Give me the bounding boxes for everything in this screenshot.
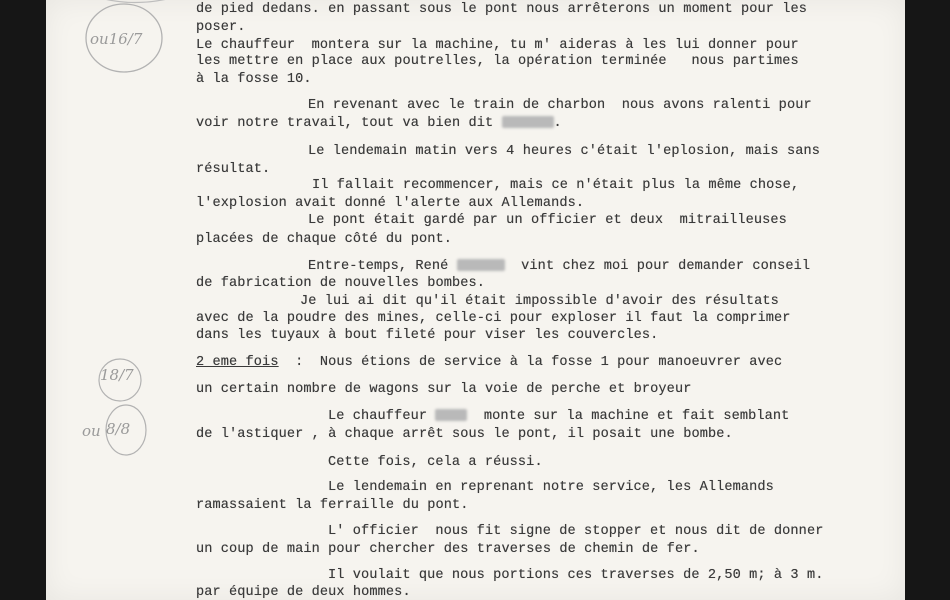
- text-line: les mettre en place aux poutrelles, la opération terminée nous partimes: [196, 54, 799, 69]
- text-line: l'explosion avait donné l'alerte aux Allemands.: [196, 196, 585, 211]
- text-line: de pied dedans. en passant sous le pont nous arrêterons un moment pour les: [196, 2, 808, 17]
- text-line: un certain nombre de wagons sur la voie de perche et broyeur: [196, 382, 692, 397]
- text-segment: monte sur la machine et fait semblant: [483, 409, 790, 424]
- section-heading: 2 eme fois: [196, 355, 279, 370]
- text-line: Il fallait recommencer, mais ce n'était plus la même chose,: [312, 178, 800, 193]
- text-segment: voir notre travail, tout va bien dit: [196, 116, 494, 131]
- text-line: poser.: [196, 20, 246, 35]
- text-line: Le lendemain en reprenant notre service, les Allemands: [328, 480, 774, 495]
- text-line: [328, 409, 789, 425]
- text-line: un coup de main pour chercher des traverses de chemin de fer.: [196, 542, 700, 557]
- text-line: Il voulait que nous portions ces traverses de 2,50 m; à 3 m.: [328, 568, 824, 583]
- text-line: ramassaient la ferraille du pont.: [196, 498, 469, 513]
- margin-note-date-3: 8/8: [106, 420, 131, 438]
- margin-note-date-2: 18/7: [100, 366, 134, 384]
- text-segment: vint chez moi pour demander conseil: [521, 259, 811, 274]
- text-line: [196, 355, 782, 371]
- text-line: dans les tuyaux à bout fileté pour viser les couvercles.: [196, 328, 659, 343]
- redacted-name: [502, 116, 554, 128]
- text-line: Le pont était gardé par un officier et deux mitrailleuses: [308, 213, 787, 228]
- redacted-name: [435, 409, 467, 421]
- text-line: à la fosse 10.: [196, 72, 312, 87]
- text-segment: Entre-temps, René: [308, 259, 449, 274]
- margin-note-prefix: ou: [82, 422, 101, 440]
- text-line: L' officier nous fit signe de stopper et nous dit de donner: [328, 524, 824, 539]
- text-line: Cette fois, cela a réussi.: [328, 455, 543, 470]
- text-line: voir notre travail, tout va bien dit .: [196, 116, 562, 131]
- text-line: résultat.: [196, 162, 271, 177]
- text-line: placées de chaque côté du pont.: [196, 232, 452, 247]
- text-line: de l'astiquer , à chaque arrêt sous le pont, il posait une bombe.: [196, 427, 733, 442]
- redacted-name: [457, 259, 505, 271]
- text-line: Je lui ai dit qu'il était impossible d'avoir des résultats: [300, 294, 779, 309]
- text-line: de fabrication de nouvelles bombes.: [196, 276, 486, 291]
- document-page: [46, 0, 905, 600]
- text-segment: Le chauffeur: [328, 409, 428, 424]
- text-line: Le chauffeur montera sur la machine, tu m' aideras à les lui donner pour: [196, 38, 799, 53]
- text-line: En revenant avec le train de charbon nous avons ralenti pour: [308, 98, 812, 113]
- text-segment: : Nous étions de service à la fosse 1 pour manoeuvrer avec: [295, 355, 783, 370]
- text-line: avec de la poudre des mines, celle-ci pour exploser il faut la comprimer: [196, 311, 791, 326]
- margin-note-date-1: ou16/7: [90, 30, 143, 48]
- text-line: par équipe de deux hommes.: [196, 585, 411, 600]
- text-line: Le lendemain matin vers 4 heures c'était l'eplosion, mais sans: [308, 144, 820, 159]
- margin-circle-partial: [86, 0, 196, 18]
- text-line: [308, 259, 810, 275]
